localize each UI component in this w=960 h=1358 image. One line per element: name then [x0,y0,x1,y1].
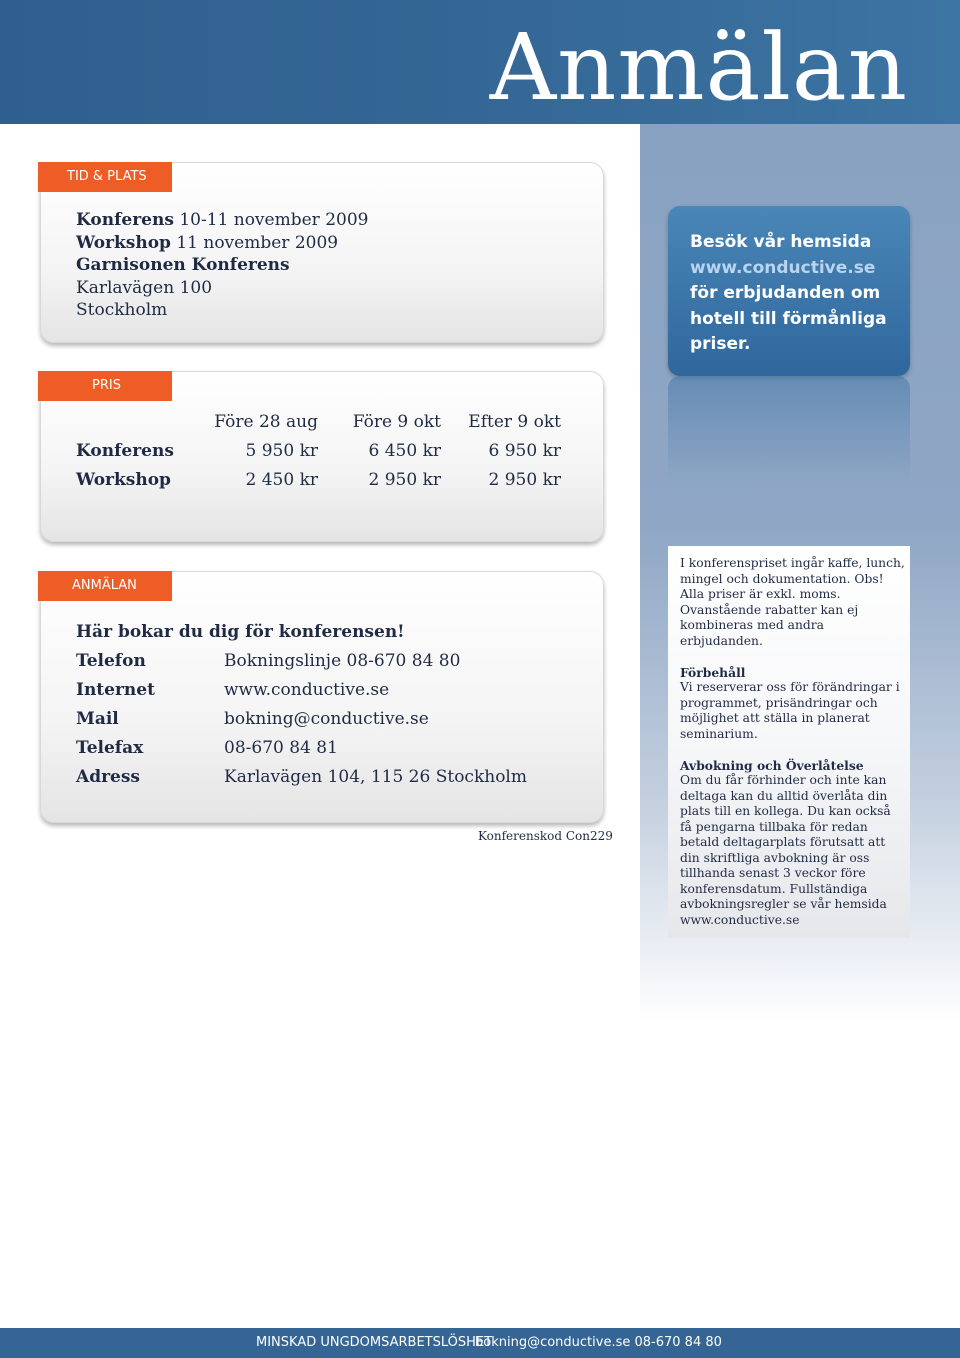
footer-slogan: MINSKAD UNGDOMSARBETSLÖSHET [256,1335,493,1350]
tid-plats-line-1: Konferens 10-11 november 2009 [76,210,369,230]
price-col-header: Före 28 aug [214,412,318,432]
footer-bar [0,1328,960,1358]
price-cell: 6 450 kr [368,441,441,461]
contact-label: Telefax [76,738,144,758]
contact-label: Telefon [76,651,146,671]
tid-plats-line-4: Karlavägen 100 [76,278,213,298]
promo-line: hotell till förmånliga [690,308,887,329]
website-link[interactable]: www.conductive.se [224,680,390,700]
price-cell: 5 950 kr [245,441,318,461]
promo-website-link[interactable]: www.conductive.se [690,257,876,278]
price-cell: 2 950 kr [368,470,441,490]
price-cell: 2 450 kr [245,470,318,490]
promo-line: priser. [690,334,751,354]
contact-value: Bokningslinje 08-670 84 80 [224,651,461,671]
tab-anmalan: ANMÄLAN [38,571,172,601]
contact-value: 08-670 84 81 [224,738,338,758]
forbehall-title: Förbehåll [680,665,746,680]
price-row-label: Konferens [76,441,174,461]
promo-line: för erbjudanden om [690,283,881,303]
promo-line: Besök vår hemsida [690,232,872,252]
tab-tid-plats: TID & PLATS [38,162,172,192]
avbokning-title: Avbokning och Överlåtelse [680,758,864,773]
forbehall-text: Vi reserverar oss för förändringar i programmet, prisändringar och möjlighet att ställa in planerat seminarium. [680,680,900,741]
page-title: Anmälan [489,14,908,121]
contact-label: Mail [76,709,119,729]
footer-contact: bokning@conductive.se 08-670 84 80 [475,1335,722,1350]
promo-reflection [668,376,910,486]
tid-plats-line-3: Garnisonen Konferens [76,255,290,275]
tab-pris: PRIS [38,371,172,401]
tid-plats-line-5: Stockholm [76,300,168,320]
price-col-header: Före 9 okt [352,412,441,432]
contact-label: Adress [76,767,140,787]
conference-code: Konferenskod Con229 [478,829,613,843]
email-link[interactable]: bokning@conductive.se [224,709,429,729]
price-cell: 6 950 kr [488,441,561,461]
avbokning-text: Om du får förhinder och inte kan deltaga kan du alltid överlåta din plats till en kollega. Du kan också få pengarna tillbaka för redan betald deltagarplats förutsatt att din skriftliga avbokning är oss tillhanda senast 3 veckor före konferensdatum. Fullständiga avbokningsregler se vår hemsida www.conductive.se [680,773,891,927]
anmalan-heading: Här bokar du dig för konferensen! [76,622,405,642]
contact-value: Karlavägen 104, 115 26 Stockholm [224,767,527,787]
notes-intro: I konferenspriset ingår kaffe, lunch, mingel och dokumentation. Obs! Alla priser är exkl. moms. Ovanstående rabatter kan ej kombineras med andra erbjudanden. [680,556,905,648]
tid-plats-line-2: Workshop 11 november 2009 [76,233,339,253]
contact-label: Internet [76,680,155,700]
anmalan-card [40,571,604,823]
promo-box [668,206,910,376]
terms-notes-box [668,546,910,938]
price-row-label: Workshop [76,470,171,490]
price-cell: 2 950 kr [488,470,561,490]
price-col-header: Efter 9 okt [468,412,561,432]
